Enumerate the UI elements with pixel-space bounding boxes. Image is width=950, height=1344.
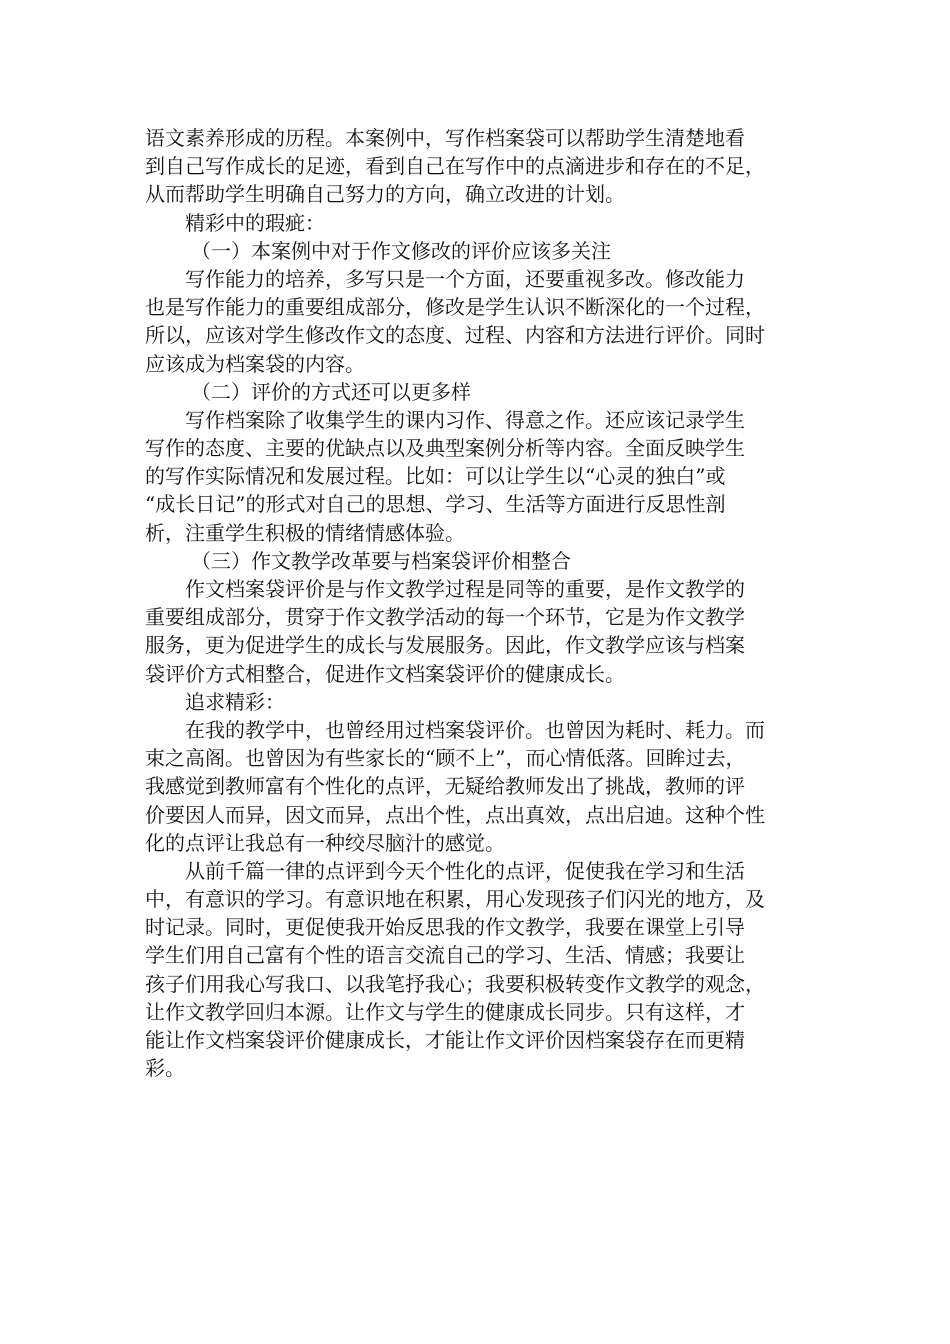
text-line: 在我的教学中，也曾经用过档案袋评价。也曾因为耗时、耗力。而 bbox=[185, 717, 765, 742]
text-line: （三）作文教学改革要与档案袋评价相整合 bbox=[191, 548, 571, 573]
text-line: 作文档案袋评价是与作文教学过程是同等的重要，是作文教学的 bbox=[185, 577, 745, 601]
text-line: 化的点评让我总有一种绞尽脑汁的感觉。 bbox=[145, 830, 505, 855]
text-line: 我感觉到教师富有个性化的点评，无疑给教师发出了挑战，教师的评 bbox=[145, 774, 745, 799]
text-line: 也是写作能力的重要组成部分，修改是学生认识不断深化的一个过程， bbox=[145, 295, 765, 320]
document-body bbox=[145, 124, 810, 1082]
text-line: 束之高阁。也曾因为有些家长的“顾不上”，而心情低落。回眸过去， bbox=[145, 746, 746, 771]
text-line: （一）本案例中对于作文修改的评价应该多关注 bbox=[191, 238, 611, 263]
text-line: 袋评价方式相整合，促进作文档案袋评价的健康成长。 bbox=[145, 661, 625, 686]
text-line: 让作文教学回归本源。让作文与学生的健康成长同步。只有这样，才 bbox=[145, 999, 745, 1024]
text-line: 从前千篇一律的点评到今天个性化的点评，促使我在学习和生活 bbox=[185, 858, 745, 883]
text-line: 能让作文档案袋评价健康成长，才能让作文评价因档案袋存在而更精 bbox=[145, 1028, 745, 1052]
text-line: “成长日记”的形式对自己的思想、学习、生活等方面进行反思性剖 bbox=[145, 492, 726, 517]
text-line: 孩子们用我心写我口、以我笔抒我心；我要积极转变作文教学的观念， bbox=[145, 971, 765, 996]
text-line: 服务，更为促进学生的成长与发展服务。因此，作文教学应该与档案 bbox=[145, 633, 745, 658]
text-line: 学生们用自己富有个性的语言交流自己的学习、生活、情感；我要让 bbox=[145, 943, 745, 968]
text-line: 到自己写作成长的足迹，看到自己在写作中的点滴进步和存在的不足， bbox=[145, 154, 765, 179]
text-line: 时记录。同时，更促使我开始反思我的作文教学，我要在课堂上引导 bbox=[145, 915, 745, 940]
text-line: 彩。 bbox=[145, 1056, 185, 1081]
text-line: 所以，应该对学生修改作文的态度、过程、内容和方法进行评价。同时 bbox=[145, 323, 765, 348]
text-line: 写作能力的培养，多写只是一个方面，还要重视多改。修改能力 bbox=[185, 266, 745, 291]
text-line: 写作的态度、主要的优缺点以及典型案例分析等内容。全面反映学生 bbox=[145, 436, 745, 461]
text-line: 重要组成部分，贯穿于作文教学活动的每一个环节，它是为作文教学 bbox=[145, 605, 745, 630]
text-line: 析，注重学生积极的情绪情感体验。 bbox=[145, 520, 465, 545]
text-line: 语文素养形成的历程。本案例中，写作档案袋可以帮助学生清楚地看 bbox=[145, 126, 745, 150]
text-line: 追求精彩： bbox=[185, 689, 285, 714]
text-line: 精彩中的瑕疵： bbox=[185, 210, 325, 235]
text-line: 应该成为档案袋的内容。 bbox=[145, 351, 365, 376]
text-line: 中，有意识的学习。有意识地在积累，用心发现孩子们闪光的地方，及 bbox=[145, 887, 765, 912]
text-line: 价要因人而异，因文而异，点出个性，点出真效，点出启迪。这种个性 bbox=[145, 802, 765, 827]
text-line: （二）评价的方式还可以更多样 bbox=[191, 379, 471, 404]
text-line: 从而帮助学生明确自己努力的方向，确立改进的计划。 bbox=[145, 182, 625, 207]
text-line: 的写作实际情况和发展过程。比如：可以让学生以“心灵的独白”或 bbox=[145, 464, 726, 489]
text-line: 写作档案除了收集学生的课内习作、得意之作。还应该记录学生 bbox=[185, 407, 745, 432]
